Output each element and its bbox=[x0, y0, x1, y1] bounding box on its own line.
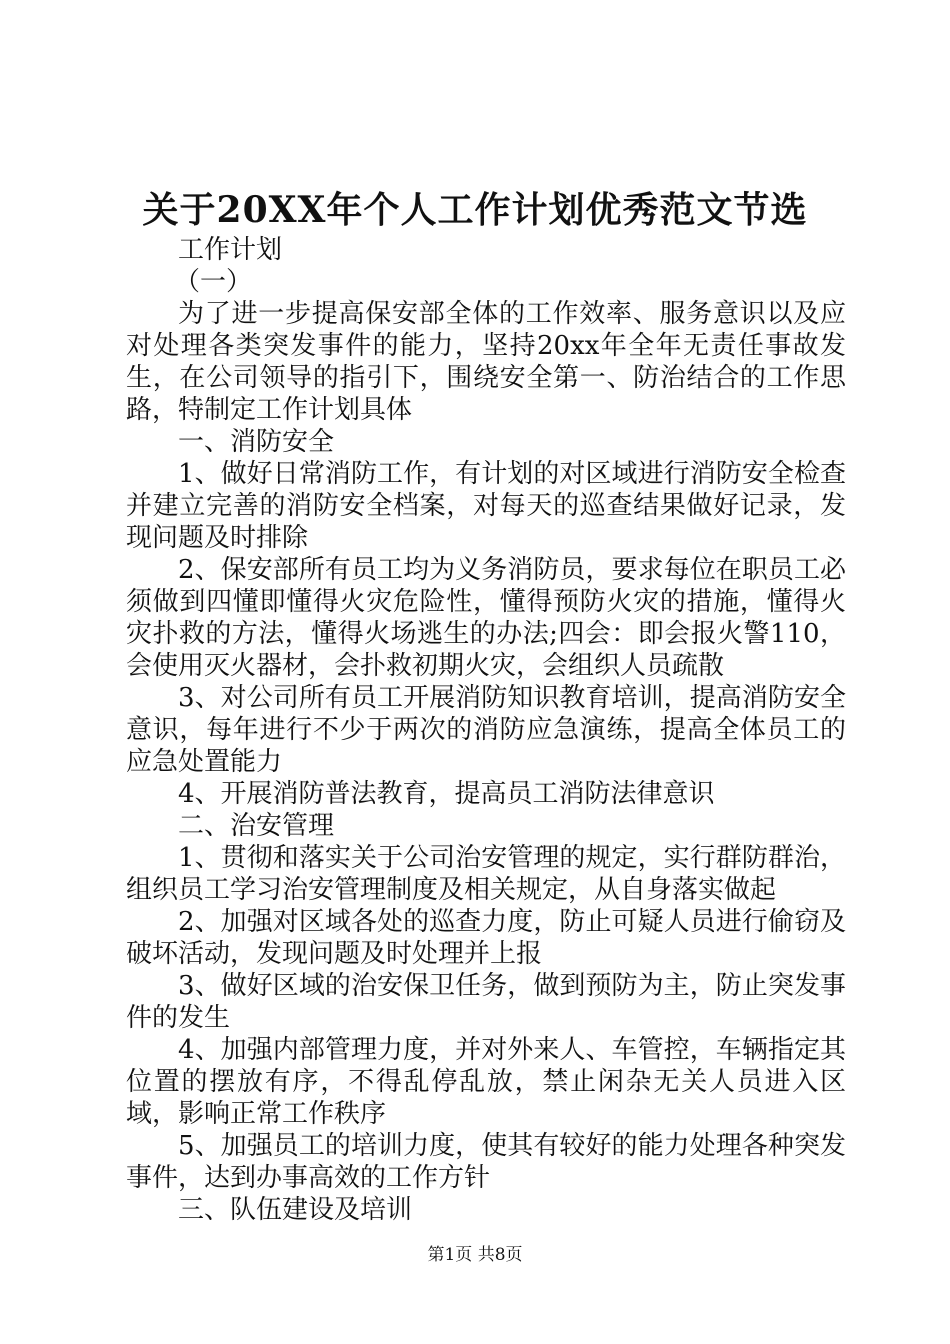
document-body bbox=[126, 234, 846, 1226]
page-number-footer: 第1页 共8页 bbox=[427, 1245, 523, 1265]
document-title: 关于20XX年个人工作计划优秀范文节选 bbox=[142, 189, 808, 231]
paragraph-section-one-marker: （一） bbox=[174, 267, 253, 297]
paragraph-work-plan: 工作计划 bbox=[178, 235, 283, 265]
heading-fire-safety: 一、消防安全 bbox=[178, 427, 335, 457]
paragraph-security-1: 1、贯彻和落实关于公司治安管理的规定，实行群防群治，组织员工学习治安管理制度及相关规定，从自身落实做起 bbox=[126, 843, 846, 905]
paragraph-fire-4: 4、开展消防普法教育，提高员工消防法律意识 bbox=[178, 779, 715, 809]
paragraph-security-5: 5、加强员工的培训力度，使其有较好的能力处理各种突发事件，达到办事高效的工作方针 bbox=[126, 1131, 846, 1193]
paragraph-fire-1: 1、做好日常消防工作，有计划的对区域进行消防安全检查并建立完善的消防安全档案，对每天的巡查结果做好记录，发现问题及时排除 bbox=[126, 459, 846, 553]
paragraph-fire-3: 3、对公司所有员工开展消防知识教育培训，提高消防安全意识，每年进行不少于两次的消防应急演练，提高全体员工的应急处置能力 bbox=[126, 683, 846, 777]
paragraph-security-2: 2、加强对区域各处的巡查力度，防止可疑人员进行偷窃及破坏活动，发现问题及时处理并上报 bbox=[126, 907, 846, 969]
heading-team-building: 三、队伍建设及培训 bbox=[178, 1195, 413, 1225]
heading-public-security: 二、治安管理 bbox=[178, 811, 335, 841]
paragraph-intro: 为了进一步提高保安部全体的工作效率、服务意识以及应对处理各类突发事件的能力，坚持20xx年全年无责任事故发生，在公司领导的指引下，围绕安全第一、防治结合的工作思路，特制定工作计划具体 bbox=[126, 299, 846, 425]
paragraph-fire-2: 2、保安部所有员工均为义务消防员，要求每位在职员工必须做到四懂即懂得火灾危险性，懂得预防火灾的措施，懂得火灾扑救的方法，懂得火场逃生的办法;四会：即会报火警110，会使用灭火器材，会扑救初期火灾，会组织人员疏散 bbox=[126, 555, 846, 681]
paragraph-security-3: 3、做好区域的治安保卫任务，做到预防为主，防止突发事件的发生 bbox=[126, 971, 846, 1033]
paragraph-security-4: 4、加强内部管理力度，并对外来人、车管控，车辆指定其位置的摆放有序，不得乱停乱放，禁止闲杂无关人员进入区域，影响正常工作秩序 bbox=[126, 1035, 846, 1129]
